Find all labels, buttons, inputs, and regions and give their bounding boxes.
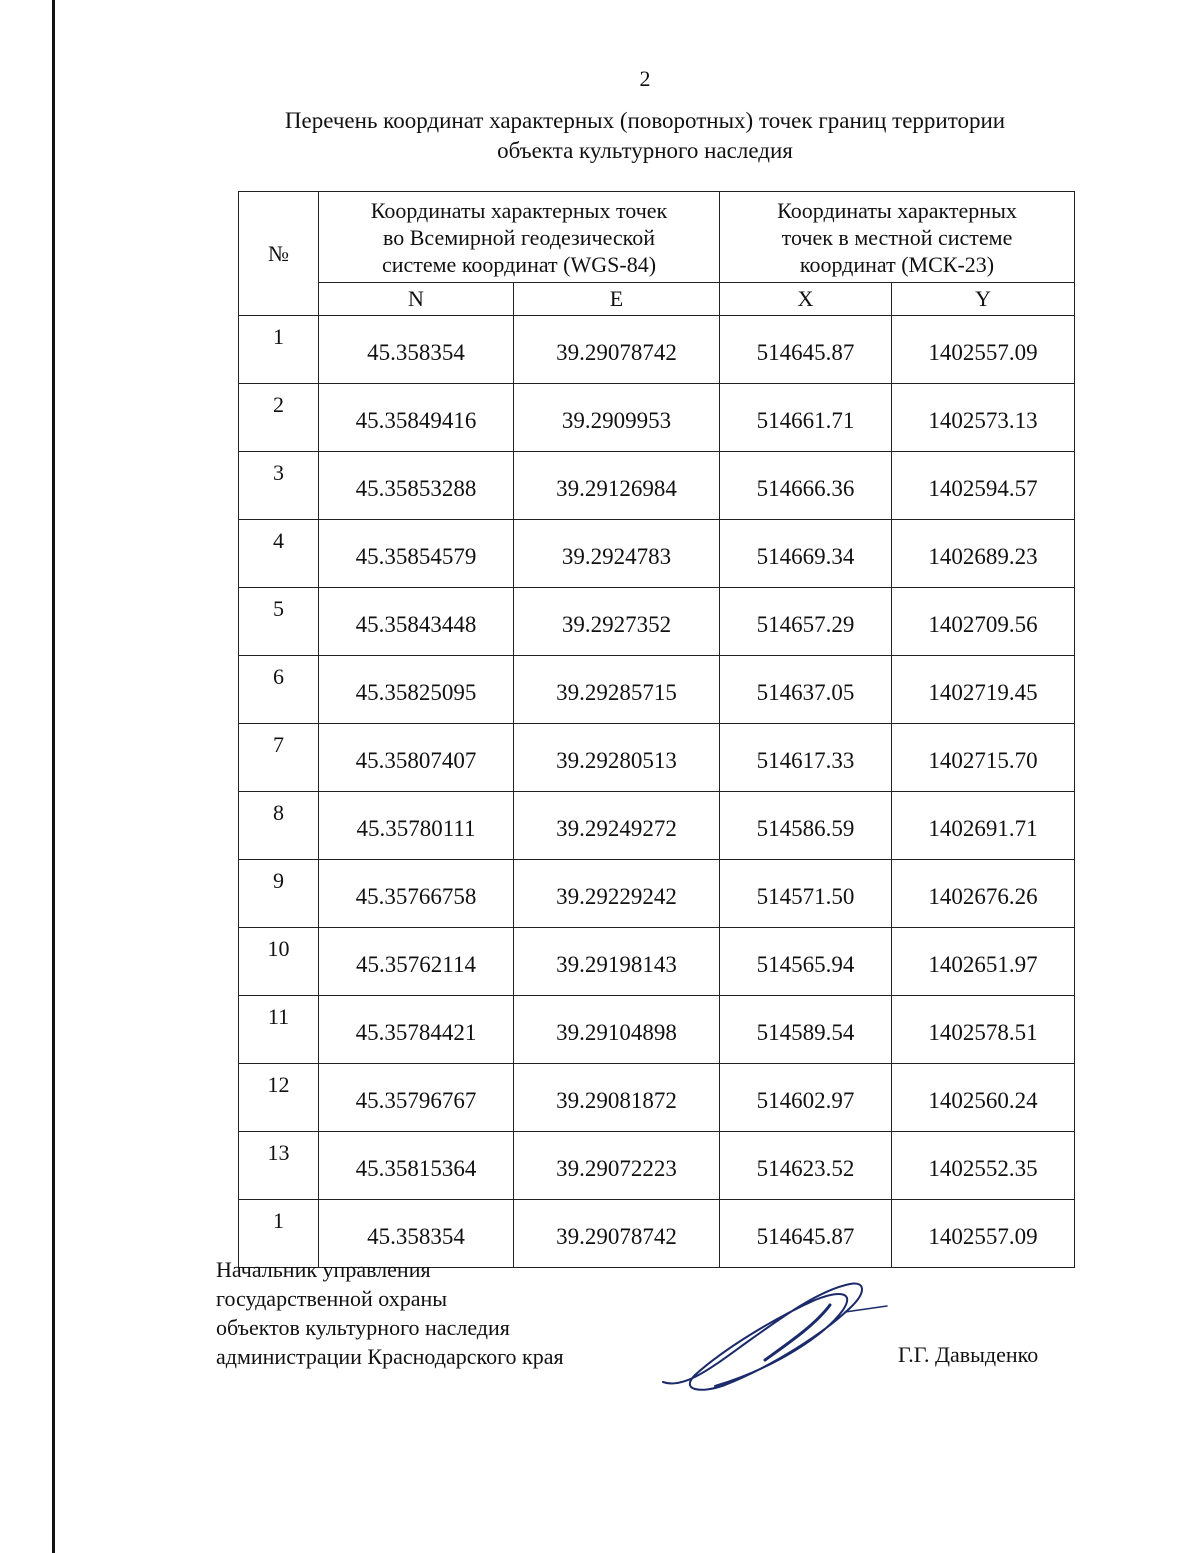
coord-e: 39.29078742 <box>514 1200 720 1268</box>
table-row <box>239 656 1075 724</box>
coord-x: 514661.71 <box>720 384 892 452</box>
row-number: 8 <box>239 792 319 860</box>
header-msk23-line-2: точек в местной системе <box>781 224 1013 250</box>
document-title-line-2: объекта культурного наследия <box>497 138 793 163</box>
row-number: 10 <box>239 928 319 996</box>
coord-n: 45.35825095 <box>319 656 514 724</box>
coord-e: 39.2909953 <box>514 384 720 452</box>
coord-n: 45.35780111 <box>319 792 514 860</box>
header-wgs84 <box>319 192 720 283</box>
row-number: 6 <box>239 656 319 724</box>
row-number: 12 <box>239 1064 319 1132</box>
row-number: 2 <box>239 384 319 452</box>
coord-n: 45.35843448 <box>319 588 514 656</box>
coord-y: 1402709.56 <box>892 588 1075 656</box>
header-e: E <box>514 283 720 316</box>
coord-x: 514571.50 <box>720 860 892 928</box>
coord-e: 39.29285715 <box>514 656 720 724</box>
coord-x: 514589.54 <box>720 996 892 1064</box>
coord-e: 39.29280513 <box>514 724 720 792</box>
document-title <box>200 106 1090 166</box>
header-number: № <box>239 192 319 316</box>
coord-e: 39.29072223 <box>514 1132 720 1200</box>
header-y: Y <box>892 283 1075 316</box>
row-number: 13 <box>239 1132 319 1200</box>
row-number: 5 <box>239 588 319 656</box>
coord-e: 39.2927352 <box>514 588 720 656</box>
coord-x: 514623.52 <box>720 1132 892 1200</box>
coord-y: 1402651.97 <box>892 928 1075 996</box>
table-row <box>239 452 1075 520</box>
page-number: 2 <box>639 66 651 91</box>
coordinates-table <box>238 191 1075 1268</box>
coord-y: 1402578.51 <box>892 996 1075 1064</box>
table-row <box>239 792 1075 860</box>
coord-x: 514617.33 <box>720 724 892 792</box>
scan-edge-line <box>52 0 55 1553</box>
coord-n: 45.358354 <box>319 316 514 384</box>
coord-x: 514657.29 <box>720 588 892 656</box>
coord-y: 1402719.45 <box>892 656 1075 724</box>
coord-x: 514645.87 <box>720 1200 892 1268</box>
header-msk23-line-1: Координаты характерных <box>777 197 1017 223</box>
row-number: 1 <box>239 316 319 384</box>
table-row <box>239 384 1075 452</box>
coord-x: 514666.36 <box>720 452 892 520</box>
table-row <box>239 520 1075 588</box>
signatory-line-3: объектов культурного наследия <box>216 1315 510 1340</box>
coord-e: 39.29126984 <box>514 452 720 520</box>
coord-x: 514645.87 <box>720 316 892 384</box>
coord-y: 1402560.24 <box>892 1064 1075 1132</box>
signatory-name: Г.Г. Давыденко <box>898 1342 1039 1367</box>
row-number: 9 <box>239 860 319 928</box>
table-row <box>239 928 1075 996</box>
header-msk23 <box>720 192 1075 283</box>
row-number: 1 <box>239 1200 319 1268</box>
table-row <box>239 1064 1075 1132</box>
coord-e: 39.29081872 <box>514 1064 720 1132</box>
coord-e: 39.29078742 <box>514 316 720 384</box>
coord-y: 1402573.13 <box>892 384 1075 452</box>
signatory-line-4: администрации Краснодарского края <box>216 1344 564 1369</box>
coord-y: 1402594.57 <box>892 452 1075 520</box>
coord-n: 45.35762114 <box>319 928 514 996</box>
coord-y: 1402691.71 <box>892 792 1075 860</box>
coord-n: 45.35849416 <box>319 384 514 452</box>
header-x: X <box>720 283 892 316</box>
coord-n: 45.35854579 <box>319 520 514 588</box>
coord-x: 514565.94 <box>720 928 892 996</box>
signatory-line-2: государственной охраны <box>216 1286 448 1311</box>
document-title-line-1: Перечень координат характерных (поворотных) точек границ территории <box>284 108 1006 133</box>
coord-n: 45.358354 <box>319 1200 514 1268</box>
row-number: 4 <box>239 520 319 588</box>
coord-y: 1402557.09 <box>892 1200 1075 1268</box>
header-wgs84-line-1: Координаты характерных точек <box>370 197 668 223</box>
coord-n: 45.35807407 <box>319 724 514 792</box>
coord-n: 45.35815364 <box>319 1132 514 1200</box>
coord-x: 514602.97 <box>720 1064 892 1132</box>
signatory-position <box>216 1255 564 1371</box>
coord-e: 39.29249272 <box>514 792 720 860</box>
header-n: N <box>319 283 514 316</box>
coord-y: 1402689.23 <box>892 520 1075 588</box>
coord-y: 1402715.70 <box>892 724 1075 792</box>
scan-margin <box>0 0 52 1553</box>
header-msk23-line-3: координат (МСК-23) <box>799 251 995 277</box>
coord-e: 39.29104898 <box>514 996 720 1064</box>
handwritten-signature <box>655 1270 895 1400</box>
coord-x: 514637.05 <box>720 656 892 724</box>
coord-n: 45.35796767 <box>319 1064 514 1132</box>
coord-n: 45.35853288 <box>319 452 514 520</box>
row-number: 11 <box>239 996 319 1064</box>
coord-e: 39.2924783 <box>514 520 720 588</box>
table-row <box>239 1132 1075 1200</box>
header-wgs84-line-3: системе координат (WGS-84) <box>381 251 657 277</box>
table-row <box>239 724 1075 792</box>
table-row <box>239 588 1075 656</box>
coord-e: 39.29198143 <box>514 928 720 996</box>
coord-x: 514669.34 <box>720 520 892 588</box>
coord-y: 1402676.26 <box>892 860 1075 928</box>
coord-n: 45.35766758 <box>319 860 514 928</box>
signatory-line-1: Начальник управления <box>216 1257 431 1282</box>
table-row <box>239 860 1075 928</box>
row-number: 7 <box>239 724 319 792</box>
row-number: 3 <box>239 452 319 520</box>
coord-x: 514586.59 <box>720 792 892 860</box>
coord-y: 1402557.09 <box>892 316 1075 384</box>
table-row <box>239 316 1075 384</box>
header-wgs84-line-2: во Всемирной геодезической <box>383 224 655 250</box>
coord-y: 1402552.35 <box>892 1132 1075 1200</box>
coord-n: 45.35784421 <box>319 996 514 1064</box>
table-row <box>239 996 1075 1064</box>
coord-e: 39.29229242 <box>514 860 720 928</box>
